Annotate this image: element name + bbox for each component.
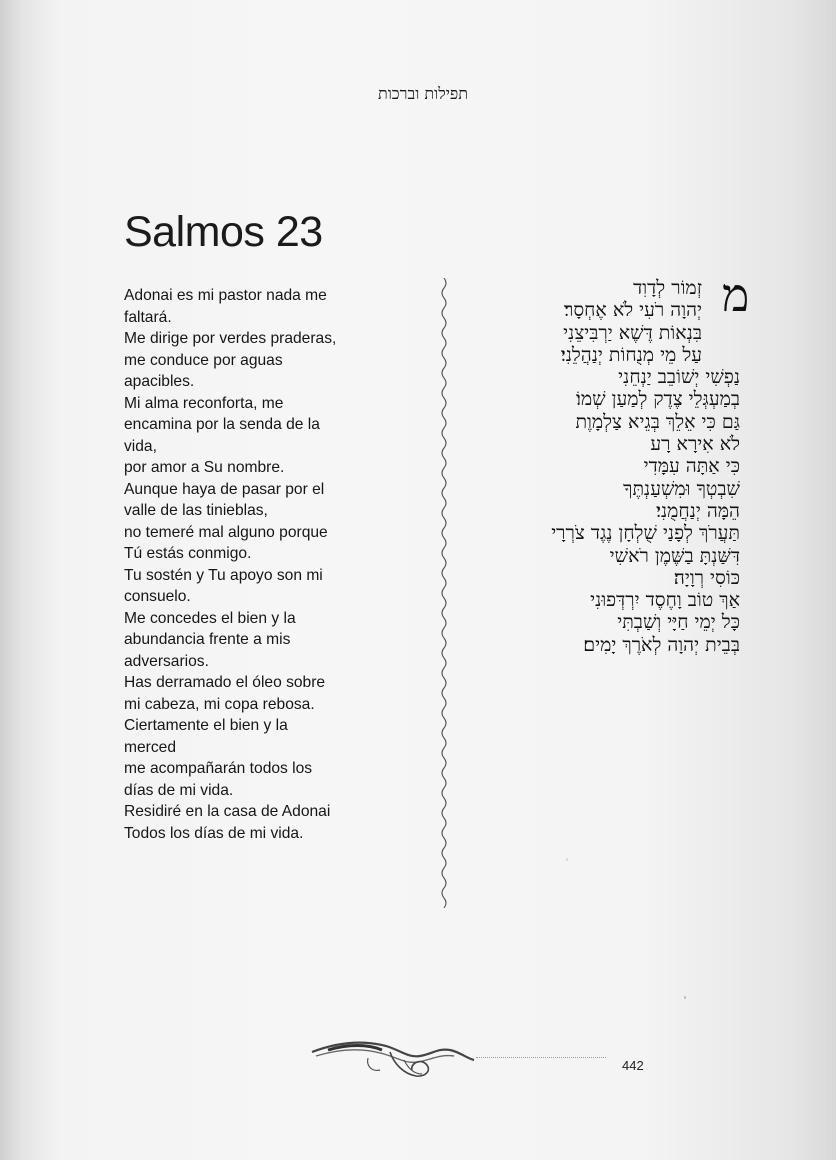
hebrew-psalm-text [440,277,740,656]
spanish-line: me acompañarán todos los [124,760,313,777]
hebrew-line: בִּנְאוֹת דֶּשֶׁא יַרְבִּיצֵנִי [563,321,702,344]
hebrew-line: יְהוָה רֹעִי לֹא אֶחְסָר׃ [564,299,702,322]
hebrew-line: כּוֹסִי רְוָיָה׃ [673,566,740,589]
hebrew-line: עַל מֵי מְנֻחוֹת יְנַהֲלֵנִי׃ [560,343,702,366]
page-title: Salmos 23 [124,208,323,256]
paper-speck [684,996,686,999]
hebrew-line: נַפְשִׁי יְשׁוֹבֵב יַנְחֵנִי [618,366,740,389]
hebrew-line: דִּשַּׁנְתָּ בַשֶּׁמֶן רֹאשִׁי [609,544,740,567]
hebrew-line: הֵמָּה יְנַחֲמֻנִי׃ [656,499,740,522]
hebrew-line: בְּבֵית יְהוָה לְאֹרֶךְ יָמִים׃ [583,633,740,656]
hebrew-line: כִּי אַתָּה עִמָּדִי [643,455,740,478]
show-through [470,198,720,258]
spanish-line: faltará. [124,308,172,326]
spanish-line: adversarios. [124,652,209,670]
spanish-line: mi cabeza, mi copa rebosa. [124,695,315,713]
spanish-line: encamina por la senda de la [124,416,320,433]
hebrew-line: בְמַעְגְּלֵי צֶדֶק לְמַעַן שְׁמוֹ׃ [575,388,740,411]
initial-letter: מ [722,268,750,322]
running-header: תפילות וברכות [377,84,469,103]
spanish-line: Todos los días de mi vida. [124,824,304,842]
hebrew-line: כָּל יְמֵי חַיָּי וְשַׁבְתִּי [617,611,740,634]
spanish-line: Mi alma reconforta, me [124,394,284,412]
spanish-line: no temeré mal alguno porque [124,523,328,541]
spanish-line: me conduce por aguas [124,351,283,369]
hebrew-line: זְמוֹר לְדָוִד [633,277,702,299]
spanish-psalm-text [124,285,364,844]
hebrew-line: תַּעֲרֹךְ לְפָנַי שֻׁלְחָן נֶגֶד צֹרְרָי [551,522,740,545]
footer-rule [476,1057,606,1058]
hebrew-line: גַּם כִּי אֵלֵךְ בְּגֵיא צַלְמָוֶת [575,410,740,433]
spanish-line: días de mi vida. [124,781,234,799]
spanish-line: apacibles. [124,373,195,390]
ornament-flourish [308,1030,478,1082]
spanish-line: Adonai es mi pastor nada me [124,287,327,304]
paper-speck [566,858,568,861]
spanish-line: Tu sostén y Tu apoyo son mi [124,566,323,584]
hebrew-line: לֹא אִירָא רָע [650,433,740,456]
spanish-line: merced [124,738,176,756]
spanish-line: Me concedes el bien y la [124,609,296,627]
spanish-line: abundancia frente a mis [124,631,291,648]
spanish-line: Has derramado el óleo sobre [124,674,326,691]
spanish-line: Aunque haya de pasar por el [124,480,325,498]
spanish-line: Residiré en la casa de Adonai [124,803,331,820]
spanish-line: consuelo. [124,588,191,605]
spanish-line: valle de las tinieblas, [124,502,268,519]
spanish-line: vida, [124,437,157,455]
spanish-line: Ciertamente el bien y la [124,717,288,734]
spanish-line: Me dirige por verdes praderas, [124,330,337,347]
hebrew-line: אַךְ טוֹב וָחֶסֶד יִרְדְּפוּנִי [590,589,740,612]
page-number: 442 [622,1058,644,1073]
spanish-line: por amor a Su nombre. [124,459,285,476]
spanish-line: Tú estás conmigo. [124,545,252,562]
hebrew-line: שִׁבְטְךָ וּמִשְׁעַנְתֶּךָ [623,477,740,500]
